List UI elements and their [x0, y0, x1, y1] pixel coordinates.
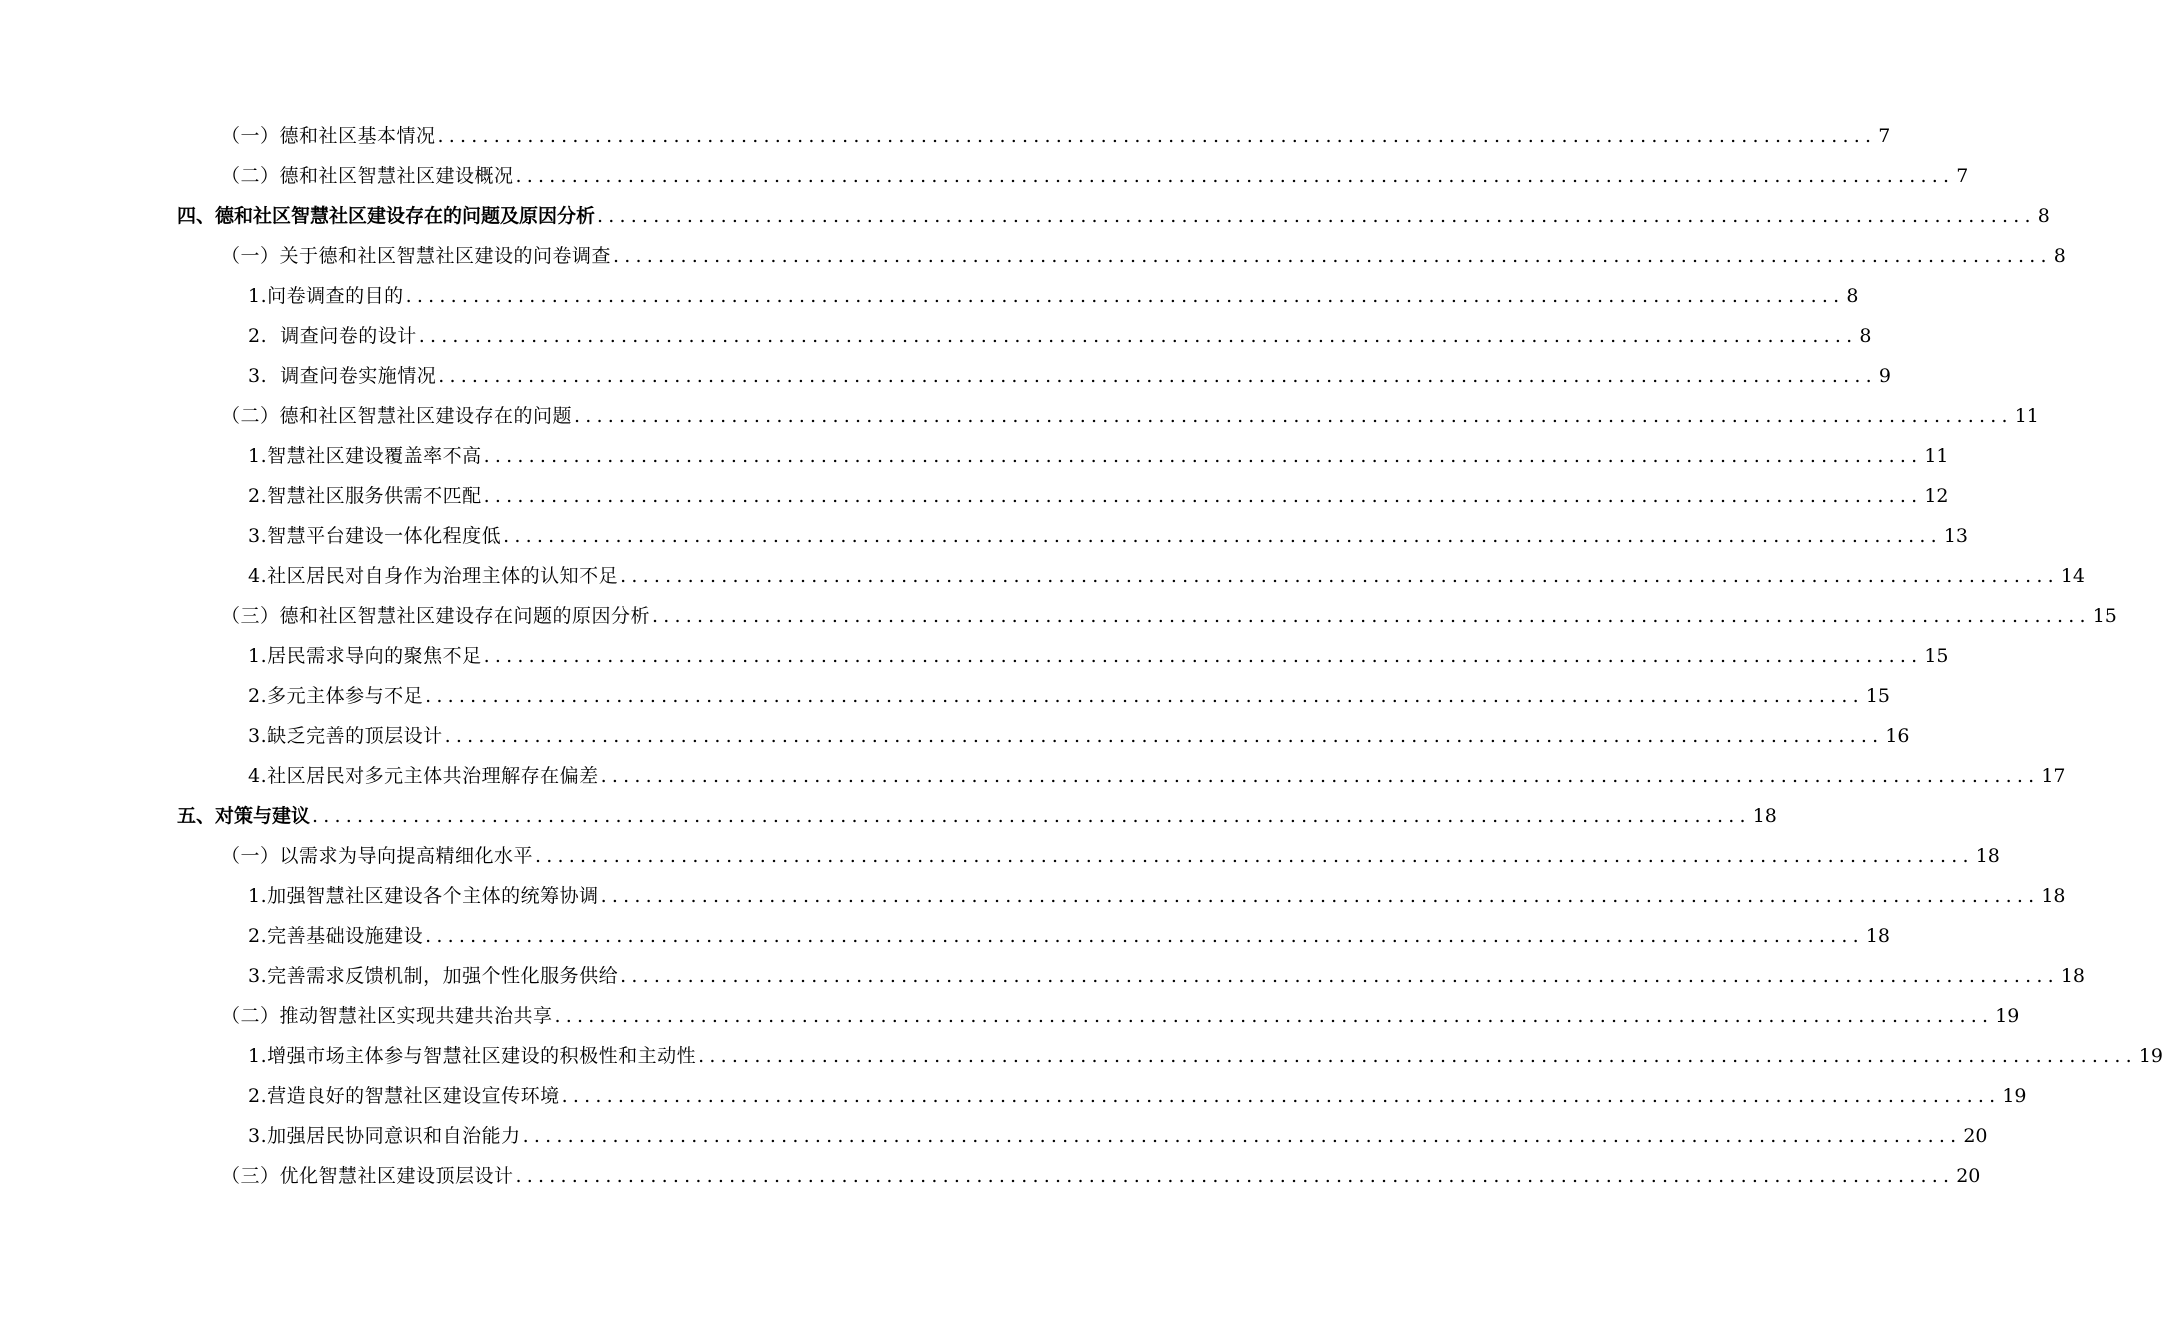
toc-entry-page: 15: [1865, 685, 1890, 707]
toc-entry-page: 15: [2092, 605, 2117, 627]
toc-entry-title: （二）推动智慧社区实现共建共治共享: [221, 1005, 553, 1027]
dot-leader: ................................................................................................................................: [405, 285, 1845, 307]
dot-leader: ................................................................................................................................: [574, 405, 2013, 427]
dot-leader: ................................................................................................................................: [698, 1045, 2137, 1067]
toc-entry-title: 2.营造良好的智慧社区建设宣传环境: [248, 1085, 560, 1107]
toc-entry-title: 2.多元主体参与不足: [248, 685, 424, 707]
toc-entry-page: 15: [1924, 645, 1949, 667]
toc-entry-page: 18: [2041, 885, 2066, 907]
toc-entry-page: 19: [1995, 1005, 2020, 1027]
toc-entry-title: 3.加强居民协同意识和自治能力: [248, 1125, 521, 1147]
dot-leader: ................................................................................................................................: [535, 845, 1974, 867]
dot-leader: ................................................................................................................................: [652, 605, 2091, 627]
dot-leader: ................................................................................................................................: [600, 765, 2040, 787]
dot-leader: ................................................................................................................................: [483, 445, 1923, 467]
toc-entry-title: 3.智慧平台建设一体化程度低: [248, 525, 502, 547]
dot-leader: ................................................................................................................................: [483, 645, 1923, 667]
dot-leader: ................................................................................................................................: [613, 245, 2052, 267]
toc-entry-page: 8: [2037, 205, 2050, 227]
toc-entry-page: 18: [2060, 965, 2085, 987]
toc-entry-page: 19: [2002, 1085, 2027, 1107]
toc-entry-title: （一）德和社区基本情况: [221, 125, 436, 147]
dot-leader: ................................................................................................................................: [444, 725, 1884, 747]
dot-leader: ................................................................................................................................: [597, 205, 2036, 227]
toc-entry-page: 7: [1956, 165, 1969, 187]
toc-entry-page: 14: [2060, 565, 2085, 587]
dot-leader: ................................................................................................................................: [554, 1005, 1994, 1027]
toc-entry-page: 16: [1885, 725, 1910, 747]
toc-entry-title: 3. 调查问卷实施情况: [248, 365, 437, 387]
toc-subentry: [248, 961, 2085, 991]
toc-entry-title: 2.智慧社区服务供需不匹配: [248, 485, 482, 507]
toc-entry-title: 2. 调查问卷的设计: [248, 325, 417, 347]
toc-entry: [221, 401, 2039, 431]
toc-entry-page: 8: [2053, 245, 2066, 267]
toc-entry-page: 12: [1924, 485, 1949, 507]
toc-chapter-entry: [177, 201, 2050, 231]
toc-subentry: [248, 481, 1949, 511]
toc-entry-title: 1.居民需求导向的聚焦不足: [248, 645, 482, 667]
dot-leader: ................................................................................................................................: [620, 965, 2059, 987]
toc-subentry: [248, 681, 1890, 711]
dot-leader: ................................................................................................................................: [503, 525, 1942, 547]
dot-leader: ................................................................................................................................: [515, 1165, 1955, 1187]
toc-subentry: [248, 1121, 1988, 1151]
toc-entry-page: 11: [1924, 445, 1949, 467]
toc-entry-page: 18: [1865, 925, 1890, 947]
toc-entry-page: 20: [1963, 1125, 1988, 1147]
toc-entry-page: 17: [2041, 765, 2066, 787]
toc-entry-page: 19: [2138, 1045, 2163, 1067]
toc-subentry: [248, 1041, 2163, 1071]
toc-entry-title: （二）德和社区智慧社区建设概况: [221, 165, 514, 187]
dot-leader: ................................................................................................................................: [483, 485, 1923, 507]
toc-subentry: [248, 521, 1968, 551]
toc-entry: [221, 841, 2000, 871]
toc-entry-title: 3.完善需求反馈机制，加强个性化服务供给: [248, 965, 619, 987]
toc-subentry: [248, 561, 2085, 591]
toc-entry-title: 五、对策与建议: [177, 805, 311, 827]
toc-entry-title: （二）德和社区智慧社区建设存在的问题: [221, 405, 573, 427]
toc-subentry: [248, 1081, 2027, 1111]
toc-entry-page: 13: [1943, 525, 1968, 547]
toc-entry-title: （三）德和社区智慧社区建设存在问题的原因分析: [221, 605, 651, 627]
toc-entry-page: 8: [1859, 325, 1872, 347]
toc-entry: [221, 121, 1891, 151]
toc-subentry: [248, 281, 1859, 311]
toc-entry-title: （一）以需求为导向提高精细化水平: [221, 845, 534, 867]
toc-entry-title: 4.社区居民对自身作为治理主体的认知不足: [248, 565, 619, 587]
toc-entry-title: （一）关于德和社区智慧社区建设的问卷调查: [221, 245, 612, 267]
dot-leader: ................................................................................................................................: [312, 805, 1751, 827]
toc-entry-title: 1.加强智慧社区建设各个主体的统筹协调: [248, 885, 599, 907]
dot-leader: ................................................................................................................................: [515, 165, 1955, 187]
toc-entry-page: 18: [1975, 845, 2000, 867]
dot-leader: ................................................................................................................................: [600, 885, 2040, 907]
toc-entry: [221, 1161, 1981, 1191]
toc-subentry: [248, 441, 1949, 471]
dot-leader: ................................................................................................................................: [438, 365, 1877, 387]
toc-entry: [221, 161, 1969, 191]
toc-subentry: [248, 361, 1891, 391]
toc-entry-title: 3.缺乏完善的顶层设计: [248, 725, 443, 747]
toc-entry-page: 8: [1846, 285, 1859, 307]
toc-entry-page: 20: [1956, 1165, 1981, 1187]
toc-subentry: [248, 721, 1910, 751]
toc-entry-title: 2.完善基础设施建设: [248, 925, 424, 947]
toc-entry-title: 4.社区居民对多元主体共治理解存在偏差: [248, 765, 599, 787]
dot-leader: ................................................................................................................................: [418, 325, 1858, 347]
toc-entry-page: 9: [1878, 365, 1891, 387]
toc-entry-title: 1.智慧社区建设覆盖率不高: [248, 445, 482, 467]
toc-entry-title: 四、德和社区智慧社区建设存在的问题及原因分析: [177, 205, 596, 227]
toc-subentry: [248, 921, 1890, 951]
toc-entry: [221, 601, 2117, 631]
toc-subentry: [248, 761, 2066, 791]
dot-leader: ................................................................................................................................: [522, 1125, 1962, 1147]
dot-leader: ................................................................................................................................: [437, 125, 1877, 147]
dot-leader: ................................................................................................................................: [425, 685, 1864, 707]
toc-subentry: [248, 881, 2066, 911]
toc-entry: [221, 241, 2066, 271]
toc-entry-title: 1.增强市场主体参与智慧社区建设的积极性和主动性: [248, 1045, 697, 1067]
dot-leader: ................................................................................................................................: [620, 565, 2059, 587]
dot-leader: ................................................................................................................................: [561, 1085, 2001, 1107]
toc-entry: [221, 1001, 2020, 1031]
toc-subentry: [248, 321, 1872, 351]
toc-entry-title: 1.问卷调查的目的: [248, 285, 404, 307]
toc-entry-page: 18: [1752, 805, 1777, 827]
toc-entry-title: （三）优化智慧社区建设顶层设计: [221, 1165, 514, 1187]
toc-chapter-entry: [177, 801, 1777, 831]
toc-subentry: [248, 641, 1949, 671]
toc-entry-page: 11: [2014, 405, 2039, 427]
toc-entry-page: 7: [1878, 125, 1891, 147]
dot-leader: ................................................................................................................................: [425, 925, 1864, 947]
